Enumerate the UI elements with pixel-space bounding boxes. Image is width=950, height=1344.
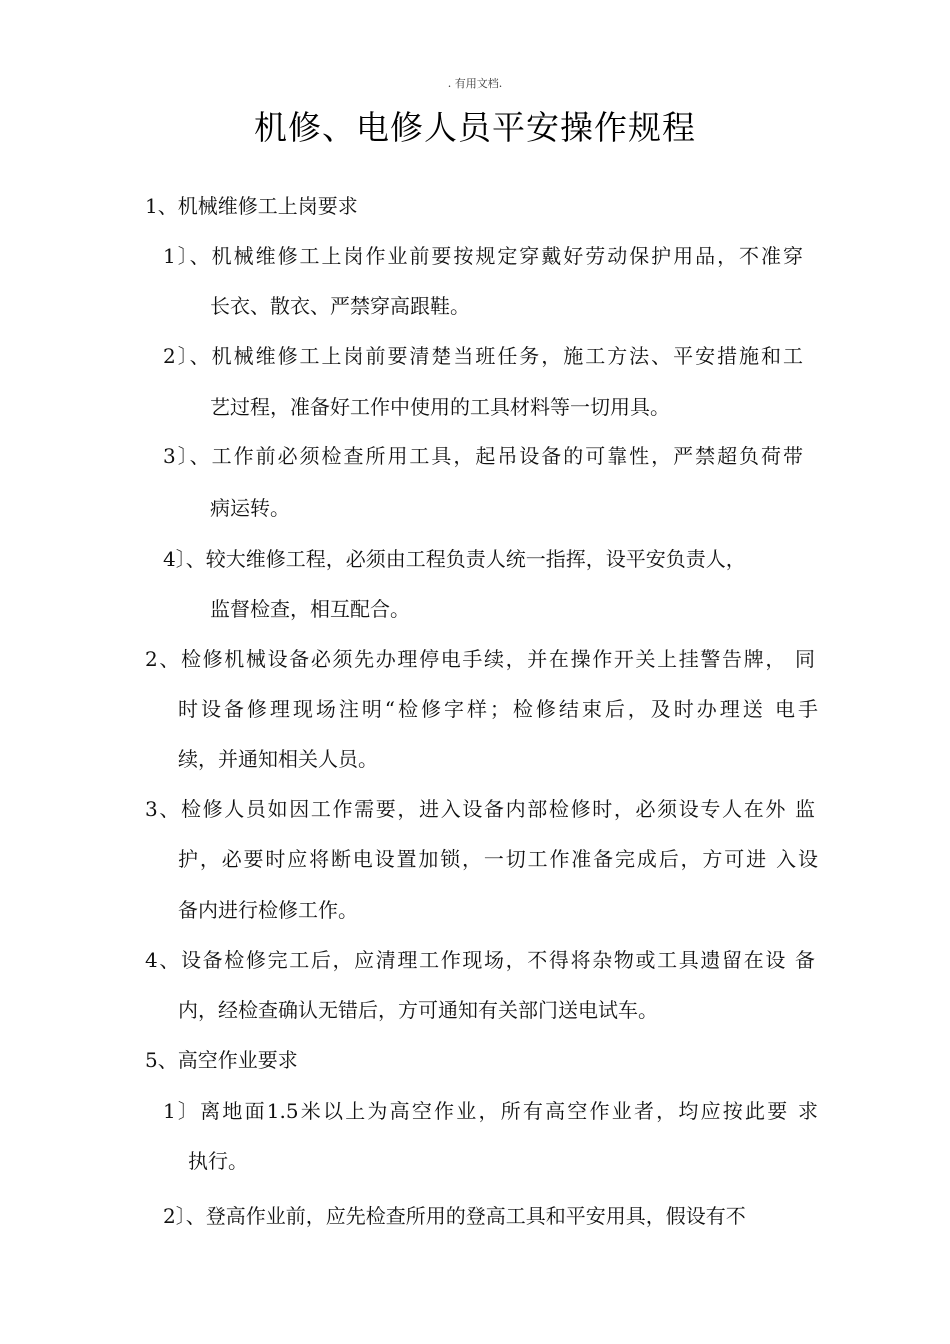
paragraph-line: 监督检查，相互配合。 — [210, 597, 410, 621]
section-2-line: 2、检修机械设备必须先办理停电手续，并在操作开关上挂警告牌， 同 — [145, 647, 815, 671]
paragraph-line: 3〕、工作前必须检查所用工具，起吊设备的可靠性，严禁超负荷带 — [163, 444, 803, 468]
document-title: 机修、电修人员平安操作规程 — [254, 108, 696, 147]
paragraph-line: 病运转。 — [210, 496, 290, 520]
paragraph-line: 时设备修理现场注明“检修字样；检修结束后，及时办理送 电手 — [178, 697, 818, 721]
paragraph-line: 1〕离地面1.5米以上为高空作业，所有高空作业者，均应按此要 求 — [163, 1099, 818, 1123]
paragraph-line: 护，必要时应将断电设置加锁，一切工作准备完成后，方可进 入设 — [178, 847, 818, 871]
paragraph-line: 备内进行检修工作。 — [178, 898, 358, 922]
page-header: . 有用文档. — [447, 77, 503, 90]
paragraph-line: 内，经检查确认无错后，方可通知有关部门送电试车。 — [178, 998, 658, 1022]
paragraph-line: 1〕、机械维修工上岗作业前要按规定穿戴好劳动保护用品，不准穿 — [163, 244, 803, 268]
paragraph-line: 4〕、较大维修工程，必须由工程负责人统一指挥，设平安负责人， — [163, 547, 746, 571]
paragraph-line: 艺过程，准备好工作中使用的工具材料等一切用具。 — [210, 395, 670, 419]
section-1-heading: 1、机械维修工上岗要求 — [145, 194, 358, 218]
section-3-line: 3、检修人员如因工作需要，进入设备内部检修时，必须设专人在外 监 — [145, 797, 815, 821]
section-5-heading: 5、高空作业要求 — [145, 1048, 298, 1072]
paragraph-line: 续，并通知相关人员。 — [178, 747, 378, 771]
paragraph-line: 长衣、散衣、严禁穿高跟鞋。 — [210, 294, 470, 318]
paragraph-line: 2〕、登高作业前，应先检查所用的登高工具和平安用具，假设有不 — [163, 1204, 746, 1228]
paragraph-line: 2〕、机械维修工上岗前要清楚当班任务，施工方法、平安措施和工 — [163, 344, 803, 368]
paragraph-line: 执行。 — [188, 1149, 248, 1173]
section-4-line: 4、设备检修完工后，应清理工作现场，不得将杂物或工具遗留在设 备 — [145, 948, 815, 972]
